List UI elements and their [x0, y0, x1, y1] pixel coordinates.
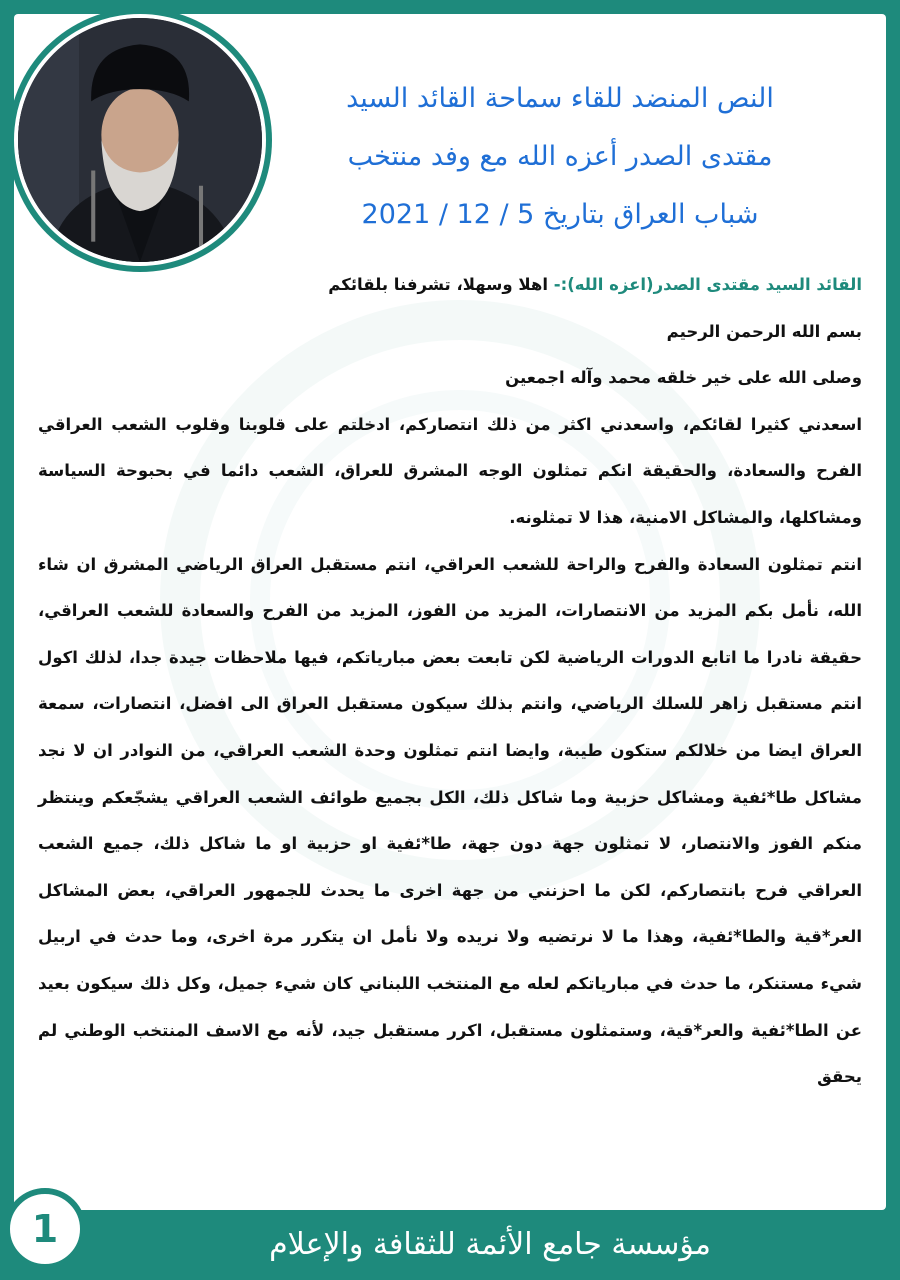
speaker-name: القائد السيد مقتدى الصدر(اعزه الله):- [553, 275, 862, 294]
page-number-badge: 1 [4, 1188, 86, 1270]
transcript-body [38, 262, 862, 1101]
paragraph-1: اسعدني كثيرا لقائكم، واسعدني اكثر من ذلك انتصاركم، ادخلتم على قلوبنا وقلوب الشعب العراقي الفرح والسعادة، والحقيقة انكم تمثلون الوجه المشرق للعراق، الشعب دائما في بحبوحة السياسة ومشاكلها، والمشاكل الامنية، هذا لا تمثلونه. [38, 414, 862, 527]
portrait-illustration-icon [18, 18, 262, 262]
portrait-frame [8, 8, 272, 272]
title-line-1: النص المنضد للقاء سماحة القائد السيد [346, 83, 774, 114]
salawat-text: وصلى الله على خير خلقه محمد وآله اجمعين [505, 368, 862, 388]
speaker-line [38, 262, 862, 309]
title-line-2: مقتدى الصدر أعزه الله مع وفد منتخب [347, 141, 773, 172]
portrait-photo [14, 14, 266, 266]
greeting-text: اهلا وسهلا، تشرفنا بلقائكم [328, 275, 549, 294]
document-title [280, 70, 840, 244]
title-line-3: شباب العراق بتاريخ 5 / 12 / 2021 [361, 199, 759, 230]
organization-name: مؤسسة جامع الأئمة للثقافة والإعلام [269, 1227, 711, 1262]
basmala-text: بسم الله الرحمن الرحيم [666, 321, 862, 341]
paragraph-2: انتم تمثلون السعادة والفرح والراحة للشعب العراقي، انتم مستقبل العراق الرياضي المشرق ان شاء الله، نأمل بكم المزيد من الانتصارات، المزيد من الفوز، المزيد من الفرح والسعادة للشعب العراقي، حقيقة نادرا ما اتابع الدورات الرياضية لكن تابعت بعض مبارياتكم، فيها ملاحظات جيدة جدا، لذلك اكول انتم مستقبل زاهر للسلك الرياضي، وانتم بذلك سيكون مستقبل العراق الى افضل، انتصارات، سمعة العراق ايضا من خلالكم ستكون طيبة، وايضا انتم تمثلون وحدة الشعب العراقي، من النوادر ان لا نجد مشاكل طا*ئفية ومشاكل حزبية وما شاكل ذلك، الكل بجميع طوائف الشعب العراقي يشجّعكم وينتظر منكم الفوز والانتصار، لا تمثلون جهة دون جهة، طا*ئفية او حزبية او ما شاكل ذلك، جميع الشعب العراقي فرح بانتصاركم، لكن ما احزنني من جهة اخرى ما يحدث للجمهور العراقي، بعض المشاكل العر*قية والطا*ئفية، وهذا ما لا نرتضيه ولا نريده ولا نأمل ان يتكرر مرة اخرى، وما حدث في اربيل شيء مستنكر، ما حدث في مبارياتكم لعله مع المنتخب اللبناني كان شيء جميل، وكل ذلك سيكون بعيد عن الطا*ئفية والعر*قية، وستمثلون مستقبل، اكرر مستقبل جيد، لأنه مع الاسف المنتخب الوطني لم يحقق [38, 554, 862, 1087]
